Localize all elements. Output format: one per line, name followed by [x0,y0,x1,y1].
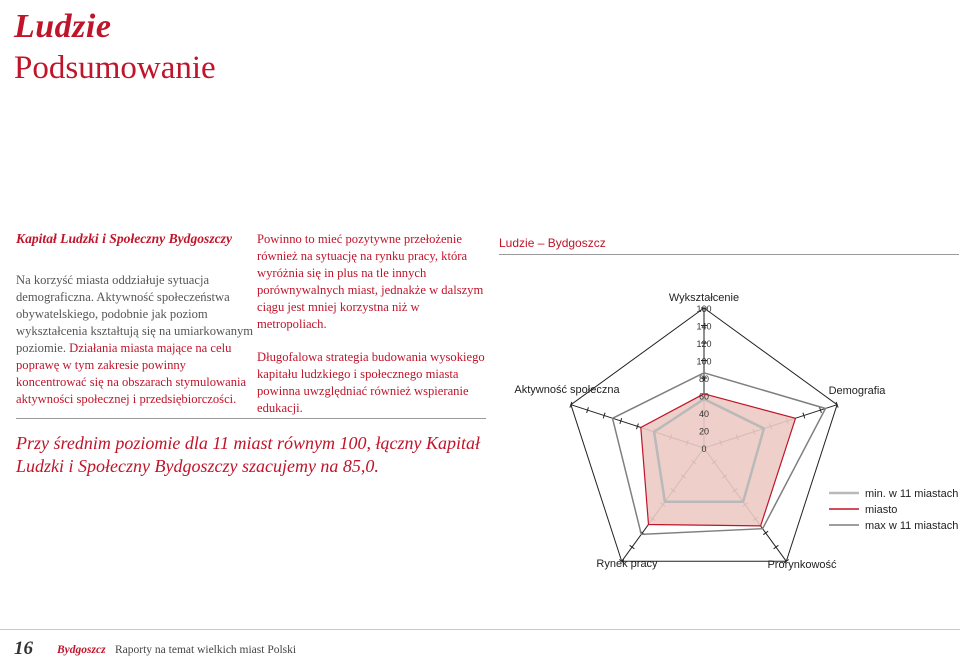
body-column-2 [257,231,492,433]
radar-tick-label: 60 [698,391,710,402]
radar-tick-label: 40 [698,409,710,419]
radar-series-city [641,391,796,526]
radar-chart [499,256,960,586]
radar-tick-label: 120 [696,339,712,349]
legend-label: min. w 11 miastach [865,488,959,500]
radar-tick-label: 140 [696,321,712,332]
body-col2-paragraph-1: Powinno to mieć pozytywne przełożenie również na sytuację na rynku pracy, która wyróżnia się in plus na tle innych porównywalnych miast, jednakże w dalszym ciągu jest mniej korzystna niż w metropoliach. [257,232,484,331]
body-col1-highlight: Działania miasta mające na celu poprawę w tym zakresie powinny koncentrować się na obszarach stymulowania aktywności społecznej i przedsiębiorczości. [16,341,247,406]
summary-text: Przy średnim poziomie dla 11 miast równym 100, łączny Kapitał Ludzki i Społeczny Bydgoszczy szacujemy na 85,0. [16,433,480,476]
chart-title: Ludzie – Bydgoszcz [499,236,606,250]
body-col2-paragraph-2: Długofalowa strategia budowania wysokiego kapitału ludzkiego i społecznego miasta powinna uwzględniać również wspieranie edukacji. [257,350,485,415]
summary-divider [16,418,486,419]
radar-tick-label: 80 [698,374,710,384]
radar-tick-mark [763,531,768,535]
section-heading: Kapitał Ludzki i Społeczny Bydgoszczy [16,231,232,246]
radar-axis-label: Demografia [828,385,886,397]
chart-title-rule [499,254,959,255]
footer-publication: Raporty na temat wielkich miast Polski [115,644,297,656]
radar-tick-mark [630,545,635,549]
legend-label: max w 11 miastach [865,520,959,532]
radar-tick-label: 160 [696,304,712,314]
body-column-1 [16,272,256,408]
page-number: 16 [14,638,33,659]
radar-axis-label: Rynek pracy [596,558,658,570]
radar-axis-label: Wykształcenie [668,292,740,304]
page-subtitle: Podsumowanie [14,50,216,86]
radar-tick-label: 100 [696,356,712,367]
page-title: Ludzie [14,8,112,45]
legend-label: miasto [865,504,898,516]
body-col1-text: Na korzyść miasta oddziałuje sytuacja demograficzna. Aktywność społeczeństwa obywatelskiego, podobnie jak poziom wykształcenia kształtują się na umiarkowanym poziomie. [16,273,254,355]
footer-city: Bydgoszcz [57,644,106,656]
footer-rule [0,629,960,630]
radar-axis-label: Aktywność społeczna [514,384,620,396]
radar-tick-label: 0 [701,444,707,454]
radar-axis-label: Prorynkowość [767,559,837,571]
radar-tick-label: 20 [698,426,710,437]
radar-tick-mark [774,545,779,549]
